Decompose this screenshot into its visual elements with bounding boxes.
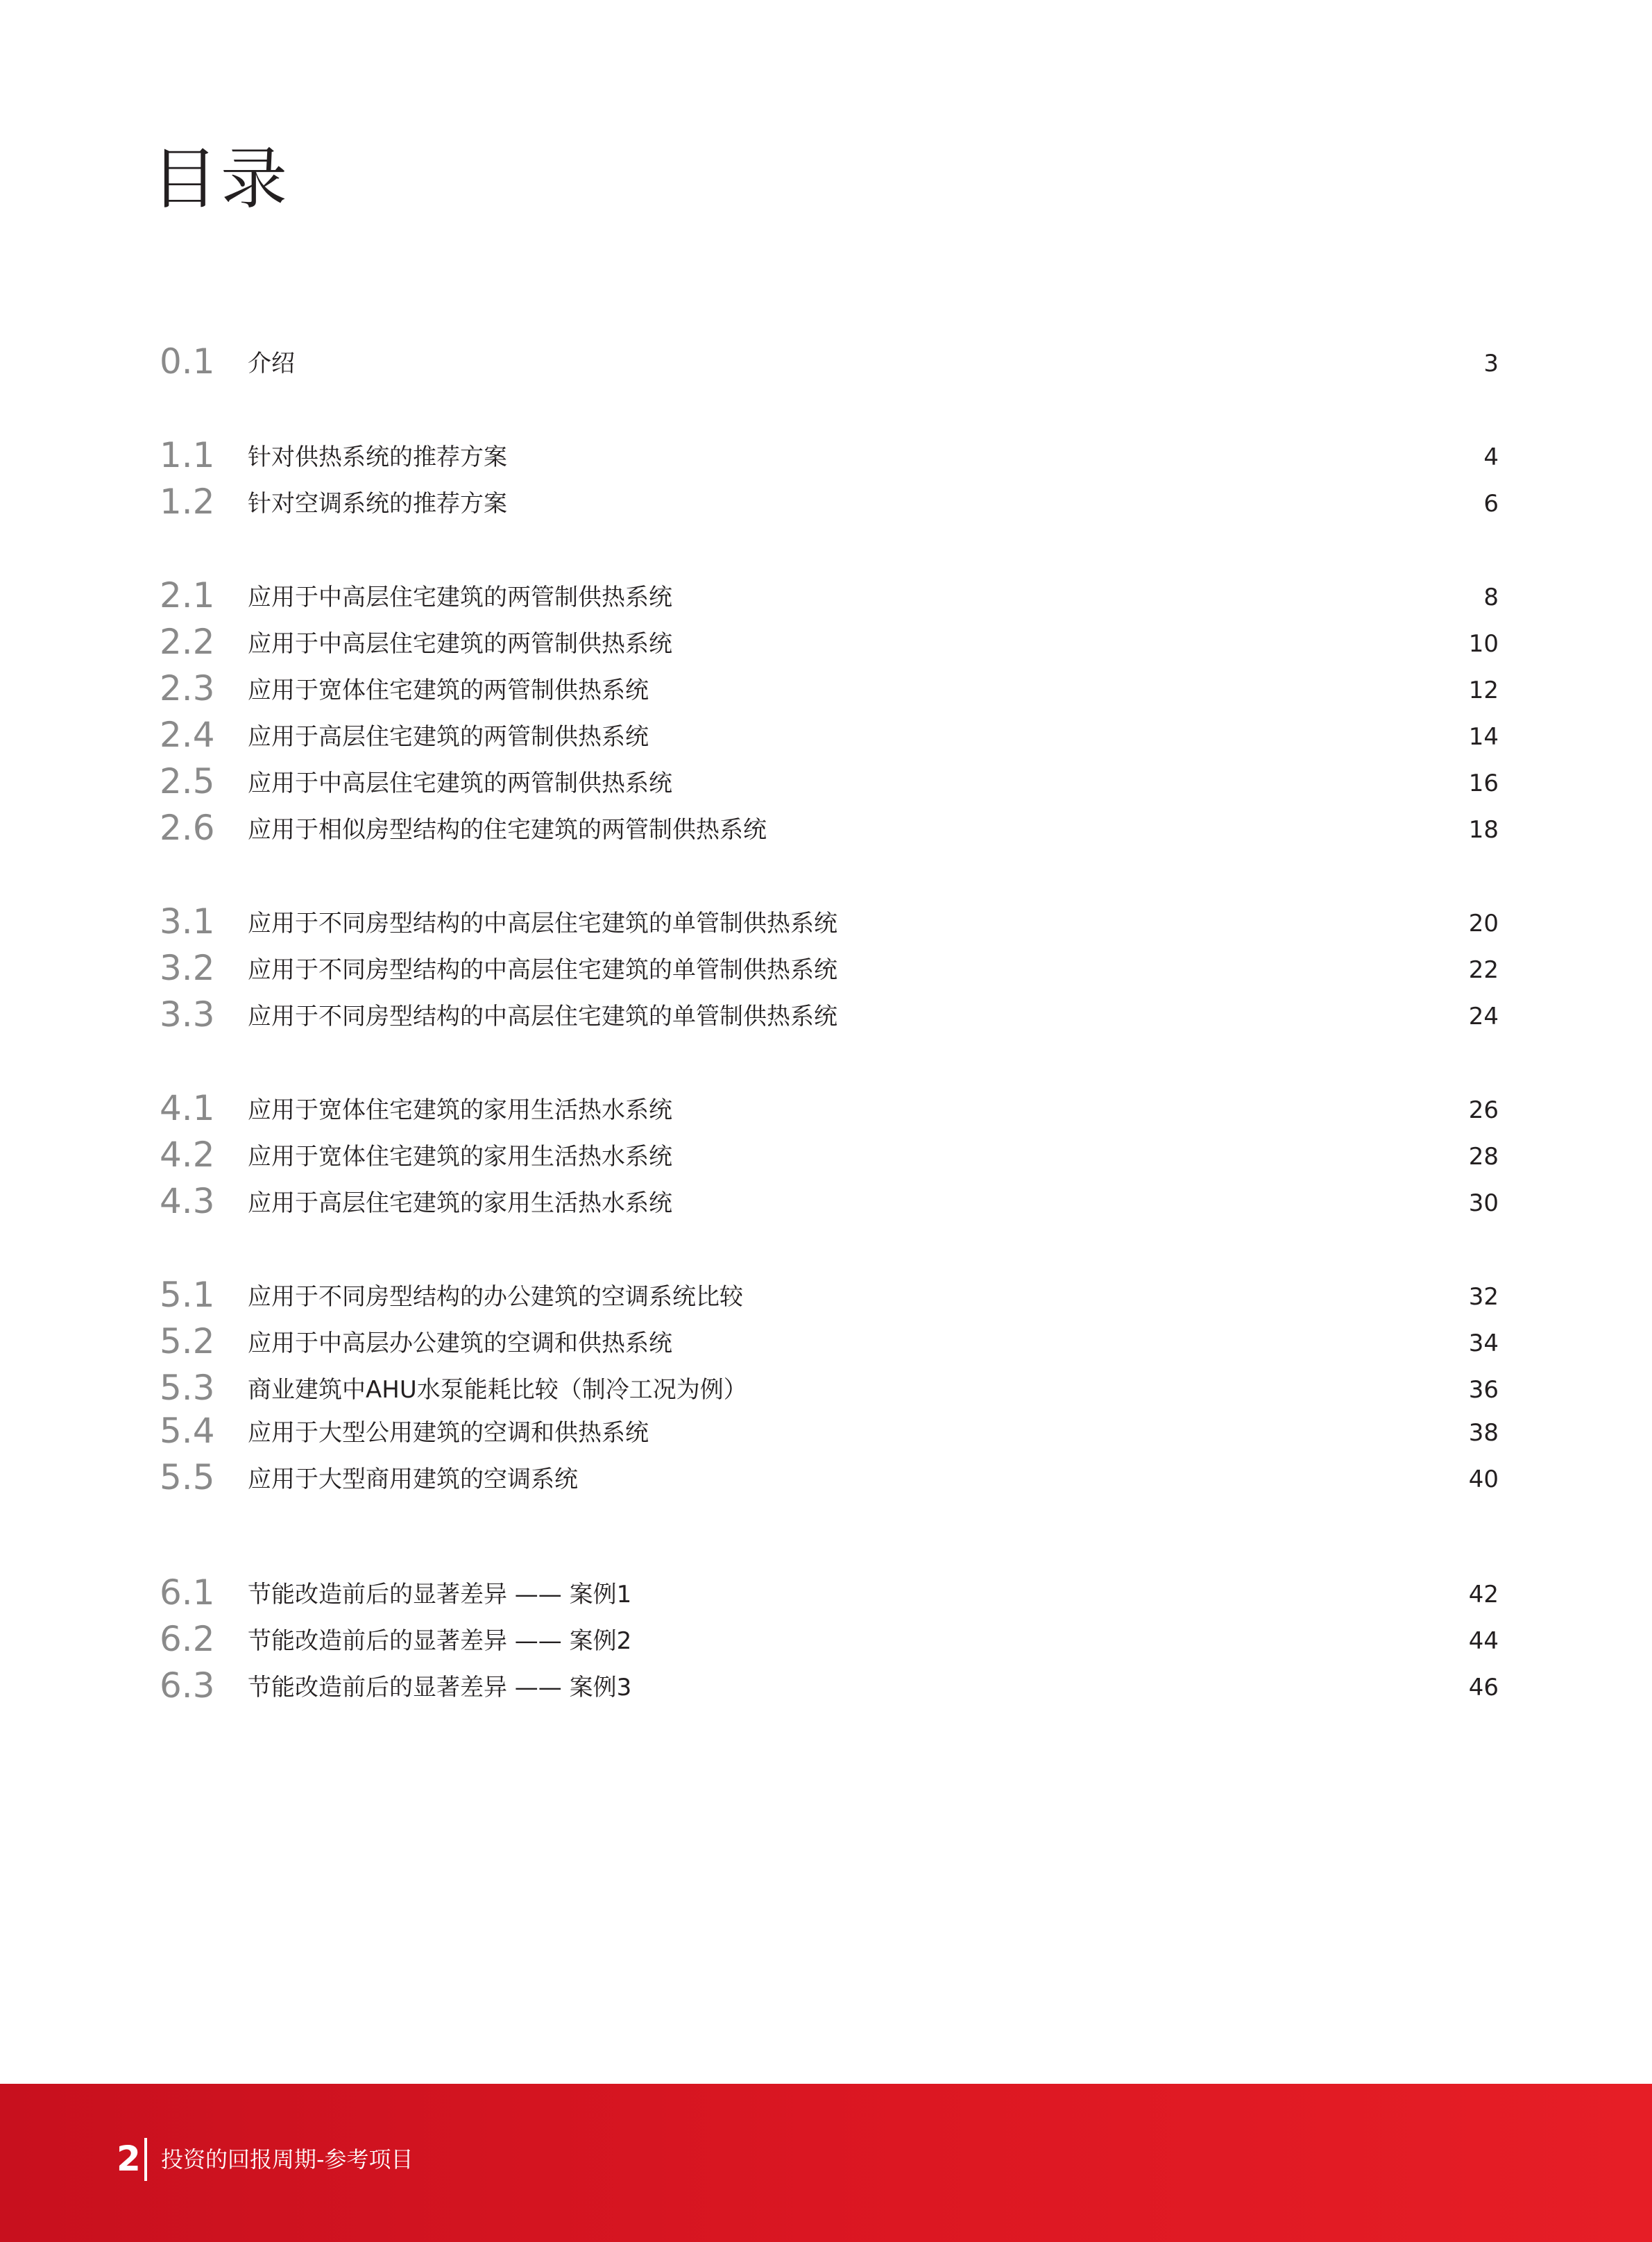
- toc-entry-label: 针对供热系统的推荐方案: [248, 443, 507, 471]
- toc-row[interactable]: [0, 1318, 1652, 1364]
- toc-page-number: 28: [1468, 1143, 1499, 1171]
- toc-row[interactable]: [0, 805, 1652, 851]
- toc-row[interactable]: [0, 1408, 1652, 1454]
- toc-entry-label: 应用于宽体住宅建筑的两管制供热系统: [248, 677, 649, 704]
- toc-section-number: 2.3: [160, 668, 215, 708]
- toc-entry-label: 应用于中高层住宅建筑的两管制供热系统: [248, 584, 672, 611]
- toc-entry-label: 应用于相似房型结构的住宅建筑的两管制供热系统: [248, 816, 767, 844]
- toc-row[interactable]: [0, 339, 1652, 384]
- toc-page-number: 16: [1468, 770, 1499, 797]
- toc-entry-label: 应用于不同房型结构的中高层住宅建筑的单管制供热系统: [248, 1003, 837, 1030]
- page-title: 目录: [151, 140, 290, 218]
- toc-entry-label: 应用于高层住宅建筑的家用生活热水系统: [248, 1189, 672, 1217]
- toc-section-number: 1.2: [160, 482, 215, 522]
- toc-page-number: 6: [1483, 490, 1499, 518]
- toc-entry-label: 应用于不同房型结构的中高层住宅建筑的单管制供热系统: [248, 910, 837, 937]
- toc-page-number: 30: [1468, 1189, 1499, 1217]
- toc-page-number: 12: [1468, 677, 1499, 704]
- footer-banner: [0, 2084, 1652, 2242]
- toc-section-number: 5.2: [160, 1321, 215, 1361]
- toc-section-number: 6.1: [160, 1572, 215, 1613]
- toc-section-number: 3.3: [160, 994, 215, 1035]
- toc-entry-label: 介绍: [248, 350, 295, 377]
- toc-entry-label: 应用于宽体住宅建筑的家用生活热水系统: [248, 1143, 672, 1171]
- toc-entry-label: 应用于不同房型结构的中高层住宅建筑的单管制供热系统: [248, 956, 837, 984]
- toc-row[interactable]: [0, 758, 1652, 804]
- toc-section-number: 2.6: [160, 808, 215, 848]
- toc-entry-label: 节能改造前后的显著差异 —— 案例2: [248, 1627, 632, 1655]
- toc-section-number: 3.2: [160, 948, 215, 988]
- toc-page-number: 10: [1468, 630, 1499, 658]
- toc-row[interactable]: [0, 1663, 1652, 1708]
- toc-entry-label: 应用于中高层住宅建筑的两管制供热系统: [248, 770, 672, 797]
- toc-entry-label: 应用于中高层办公建筑的空调和供热系统: [248, 1330, 672, 1357]
- toc-row[interactable]: [0, 1454, 1652, 1500]
- toc-page-number: 4: [1483, 443, 1499, 471]
- toc-row[interactable]: [0, 479, 1652, 525]
- toc-page-number: 14: [1468, 723, 1499, 751]
- toc-section-number: 2.1: [160, 575, 215, 615]
- toc-section-number: 4.3: [160, 1181, 215, 1221]
- toc-page-number: 18: [1468, 816, 1499, 844]
- toc-row[interactable]: [0, 1085, 1652, 1131]
- toc-section-number: 2.5: [160, 761, 215, 801]
- toc-row[interactable]: [0, 1272, 1652, 1318]
- toc-row[interactable]: [0, 1570, 1652, 1615]
- toc-section-number: 6.2: [160, 1619, 215, 1659]
- toc-row[interactable]: [0, 1178, 1652, 1224]
- toc-row[interactable]: [0, 432, 1652, 478]
- toc-section-number: 5.4: [160, 1411, 215, 1451]
- toc-row[interactable]: [0, 945, 1652, 991]
- toc-section-number: 1.1: [160, 435, 215, 475]
- toc-section-number: 5.5: [160, 1457, 215, 1497]
- toc-entry-label: 应用于不同房型结构的办公建筑的空调系统比较: [248, 1283, 743, 1311]
- toc-entry-label: 应用于中高层住宅建筑的两管制供热系统: [248, 630, 672, 658]
- toc-row[interactable]: [0, 1365, 1652, 1411]
- toc-page-number: 24: [1468, 1003, 1499, 1030]
- toc-section-number: 4.2: [160, 1135, 215, 1175]
- toc-row[interactable]: [0, 992, 1652, 1037]
- toc-entry-label: 应用于大型商用建筑的空调系统: [248, 1466, 578, 1493]
- toc-page-number: 46: [1468, 1674, 1499, 1701]
- toc-page-number: 20: [1468, 910, 1499, 937]
- footer-page-number: 2: [117, 2139, 141, 2179]
- toc-section-number: 2.4: [160, 715, 215, 755]
- toc-entry-label: 应用于大型公用建筑的空调和供热系统: [248, 1419, 649, 1447]
- toc-row[interactable]: [0, 665, 1652, 711]
- toc-section-number: 5.3: [160, 1368, 215, 1408]
- toc-row[interactable]: [0, 619, 1652, 665]
- toc-page-number: 32: [1468, 1283, 1499, 1311]
- toc-page-number: 40: [1468, 1466, 1499, 1493]
- toc-entry-label: 应用于宽体住宅建筑的家用生活热水系统: [248, 1096, 672, 1124]
- toc-row[interactable]: [0, 712, 1652, 758]
- toc-page-number: 3: [1483, 350, 1499, 377]
- toc-row[interactable]: [0, 572, 1652, 618]
- toc-page-number: 42: [1468, 1581, 1499, 1608]
- footer-publication-title: 投资的回报周期-参考项目: [161, 2146, 414, 2173]
- toc-section-number: 3.1: [160, 901, 215, 942]
- footer-divider: [144, 2138, 147, 2181]
- toc-entry-label: 应用于高层住宅建筑的两管制供热系统: [248, 723, 649, 751]
- toc-page-number: 22: [1468, 956, 1499, 984]
- toc-section-number: 5.1: [160, 1275, 215, 1315]
- toc-entry-label: 节能改造前后的显著差异 —— 案例1: [248, 1581, 632, 1608]
- toc-entry-label: 商业建筑中AHU水泵能耗比较（制冷工况为例）: [248, 1376, 747, 1404]
- toc-page-number: 44: [1468, 1627, 1499, 1655]
- toc-page-number: 26: [1468, 1096, 1499, 1124]
- toc-page-number: 8: [1483, 584, 1499, 611]
- toc-section-number: 4.1: [160, 1088, 215, 1128]
- toc-section-number: 0.1: [160, 341, 215, 382]
- toc-page-number: 36: [1468, 1376, 1499, 1404]
- toc-entry-label: 节能改造前后的显著差异 —— 案例3: [248, 1674, 632, 1701]
- toc-entry-label: 针对空调系统的推荐方案: [248, 490, 507, 518]
- toc-page-number: 34: [1468, 1330, 1499, 1357]
- toc-section-number: 6.3: [160, 1665, 215, 1706]
- toc-row[interactable]: [0, 899, 1652, 944]
- toc-row[interactable]: [0, 1132, 1652, 1178]
- toc-page-number: 38: [1468, 1419, 1499, 1447]
- toc-section-number: 2.2: [160, 622, 215, 662]
- toc-row[interactable]: [0, 1616, 1652, 1662]
